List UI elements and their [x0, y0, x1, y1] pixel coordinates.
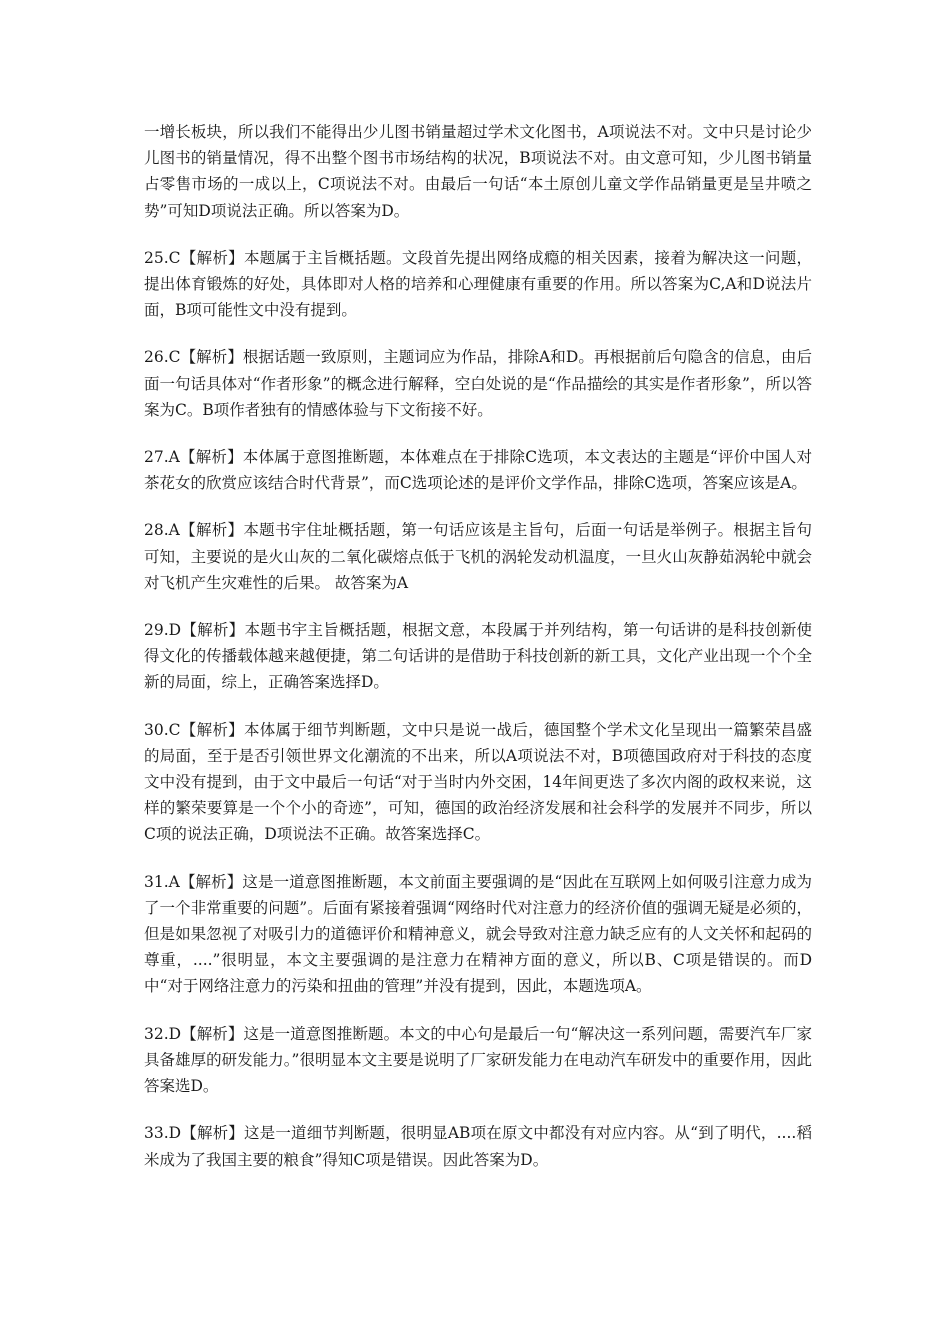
answer-explanations [144, 119, 812, 1194]
paragraph-26: 26.C【解析】根据话题一致原则，主题词应为作品，排除A和D。再根据前后句隐含的信息，由后面一句话具体对“作者形象”的概念进行解释，空白处说的是“作品描绘的其实是作者形象”，所以答案为C。B项作者独有的情感体验与下文衔接不好。 [144, 348, 812, 419]
paragraph-30: 30.C【解析】本体属于细节判断题，文中只是说一战后，德国整个学术文化呈现出一篇繁荣昌盛的局面，至于是否引领世界文化潮流的不出来，所以A项说法不对，B项德国政府对于科技的态度文中没有提到，由于文中最后一句话“对于当时内外交困，14年间更迭了多次内阁的政权来说，这样的繁荣要算是一个个小的奇迹”，可知，德国的政治经济发展和社会科学的发展并不同步，所以C项的说法正确，D项说法不正确。故答案选择C。 [144, 720, 812, 844]
paragraph-24-continued: 一增长板块，所以我们不能得出少儿图书销量超过学术文化图书，A项说法不对。文中只是讨论少儿图书的销量情况，得不出整个图书市场结构的状况，B项说法不对。由文意可知，少儿图书销量占零售市场的一成以上，C项说法不对。由最后一句话“本土原创儿童文学作品销量更是呈井喷之势”可知D项说法正确。所以答案为D。 [144, 123, 812, 220]
paragraph-32: 32.D【解析】这是一道意图推断题。本文的中心句是最后一句“解决这一系列问题，需要汽车厂家具备雄厚的研发能力。”很明显本文主要是说明了厂家研发能力在电动汽车研发中的重要作用，因此答案选D。 [144, 1024, 812, 1096]
paragraph-28: 28.A【解析】本题书宇住址概括题，第一句话应该是主旨句，后面一句话是举例子。根据主旨句可知，主要说的是火山灰的二氧化碳熔点低于飞机的涡轮发动机温度，一旦火山灰静茹涡轮中就会对飞机产生灾难性的后果。 故答案为A [144, 521, 812, 592]
paragraph-31: 31.A【解析】这是一道意图推断题，本文前面主要强调的是“因此在互联网上如何吸引注意力成为了一个非常重要的问题”。后面有紧接着强调“网络时代对注意力的经济价值的强调无疑是必须的，但是如果忽视了对吸引力的道德评价和精神意义，就会导致对注意力缺乏应有的人文关怀和起码的尊重，....”很明显，本文主要强调的是注意力在精神方面的意义，所以B、C项是错误的。而D中“对于网络注意力的污染和扭曲的管理”并没有提到，因此，本题选项A。 [144, 872, 812, 996]
paragraph-25: 25.C【解析】本题属于主旨概括题。文段首先提出网络成瘾的相关因素，接着为解决这一问题，提出体育锻炼的好处，具体即对人格的培养和心理健康有重要的作用。所以答案为C,A和D说法片面，B项可能性文中没有提到。 [144, 248, 812, 320]
paragraph-29: 29.D【解析】本题书宇主旨概括题，根据文意，本段属于并列结构，第一句话讲的是科技创新使得文化的传播载体越来越便捷，第二句话讲的是借助于科技创新的新工具，文化产业出现一个个全新的局面，综上，正确答案选择D。 [144, 621, 812, 692]
paragraph-33: 33.D【解析】这是一道细节判断题，很明显AB项在原文中都没有对应内容。从“到了明代，....稻米成为了我国主要的粮食”得知C项是错误。因此答案为D。 [144, 1124, 812, 1169]
paragraph-27: 27.A【解析】本体属于意图推断题，本体难点在于排除C选项，本文表达的主题是“评价中国人对茶花女的欣赏应该结合时代背景”，而C选项论述的是评价文学作品，排除C选项，答案应该是A。 [144, 448, 812, 493]
